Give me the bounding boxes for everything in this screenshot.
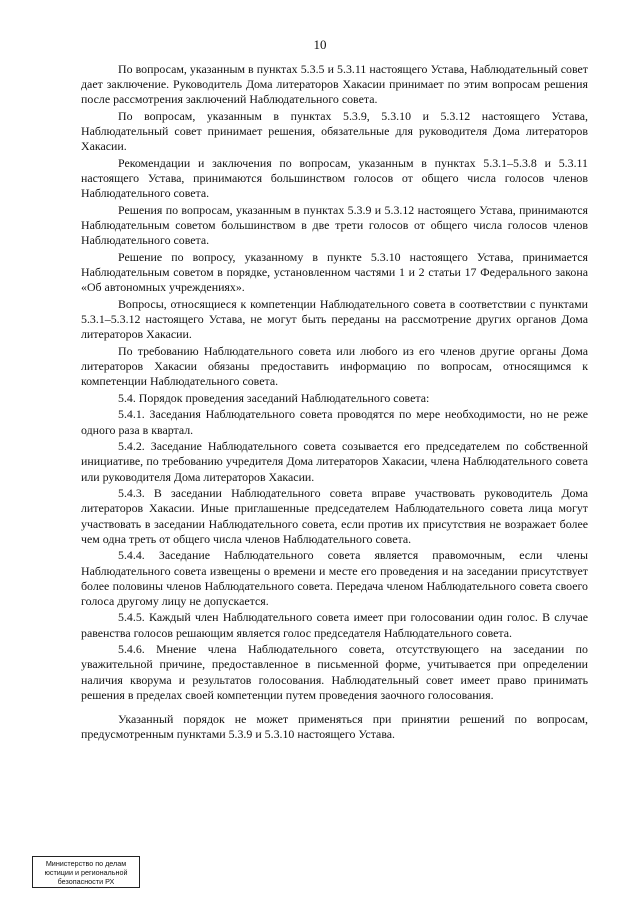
paragraph: 5.4.1. Заседания Наблюдательного совета проводятся по мере необходимости, но не реже одного раза в квартал.: [81, 407, 588, 437]
paragraph: Указанный порядок не может применяться при принятии решений по вопросам, предусмотренным пунктами 5.3.9 и 5.3.10 настоящего Устава.: [81, 711, 588, 742]
page-number: 10: [313, 37, 327, 52]
paragraph: Решения по вопросам, указанным в пунктах 5.3.9 и 5.3.12 настоящего Устава, принимаются Наблюдательным советом большинством в две трети голосов от общего числа голосов членов Наблюдательного совета.: [81, 202, 588, 248]
paragraph: 5.4.5. Каждый член Наблюдательного совета имеет при голосовании один голос. В случае равенства голосов решающим является голос председателя Наблюдательного совета.: [81, 610, 588, 640]
paragraph: Вопросы, относящиеся к компетенции Наблюдательного совета в соответствии с пунктами 5.3.1–5.3.12 настоящего Устава, не могут быть переданы на рассмотрение других органов Дома литераторов Хакасии.: [81, 296, 588, 342]
paragraph: Рекомендации и заключения по вопросам, указанным в пунктах 5.3.1–5.3.8 и 5.3.11 настоящего Устава, принимаются большинством голосов от общего числа голосов членов Наблюдательного совета.: [81, 155, 588, 201]
paragraph: Решение по вопросу, указанному в пункте 5.3.10 настоящего Устава, принимается Наблюдательным советом в порядке, установленном частями 1 и 2 статьи 17 Федерального закона «Об автономных учреждениях».: [81, 249, 588, 295]
paragraph: По вопросам, указанным в пунктах 5.3.9, 5.3.10 и 5.3.12 настоящего Устава, Наблюдательный совет принимает решения, обязательные для руководителя Дома литераторов Хакасии.: [81, 108, 588, 154]
section-heading: 5.4. Порядок проведения заседаний Наблюдательного совета:: [118, 390, 430, 405]
document-body: [81, 62, 588, 744]
paragraph: По вопросам, указанным в пунктах 5.3.5 и 5.3.11 настоящего Устава, Наблюдательный совет дает заключение. Руководитель Дома литераторов Хакасии принимает по этим вопросам решения после рассмотрения заключений Наблюдательного совета.: [81, 62, 588, 107]
stamp-line: юстиции и региональной: [44, 868, 128, 877]
paragraph: 5.4.6. Мнение члена Наблюдательного совета, отсутствующего на заседании по уважительной причине, предоставленное в письменной форме, учитывается при определении наличия кворума и результатов голосования. Наблюдательный совет имеет право принимать решения в пределах своей компетенции путем проведения заочного голосования.: [81, 642, 588, 702]
paragraph: 5.4.3. В заседании Наблюдательного совета вправе участвовать руководитель Дома литераторов Хакасии. Иные приглашенные председателем Наблюдательного совета лица могут участвовать в заседании Наблюдательного совета, если против их присутствия не возражает более чем одна треть от общего числа членов Наблюдательного совета.: [81, 486, 588, 546]
paragraph: 5.4.4. Заседание Наблюдательного совета является правомочным, если члены Наблюдательного совета извещены о времени и месте его проведения и на заседании присутствует более половины членов Наблюдательного совета. Передача членом Наблюдательного совета своего голоса другому лицу не допускается.: [81, 548, 588, 608]
stamp-line: безопасности РХ: [57, 877, 115, 886]
stamp-line: Министерство по делам: [45, 859, 127, 868]
paragraph: 5.4.2. Заседание Наблюдательного совета созывается его председателем по собственной инициативе, по требованию учредителя Дома литераторов Хакасии, члена Наблюдательного совета или руководителя Дома литераторов Хакасии.: [81, 439, 588, 484]
paragraph: По требованию Наблюдательного совета или любого из его членов другие органы Дома литераторов Хакасии обязаны предоставить информацию по вопросам, относящимся к компетенции Наблюдательного совета.: [81, 343, 588, 389]
ministry-stamp: [32, 856, 140, 888]
